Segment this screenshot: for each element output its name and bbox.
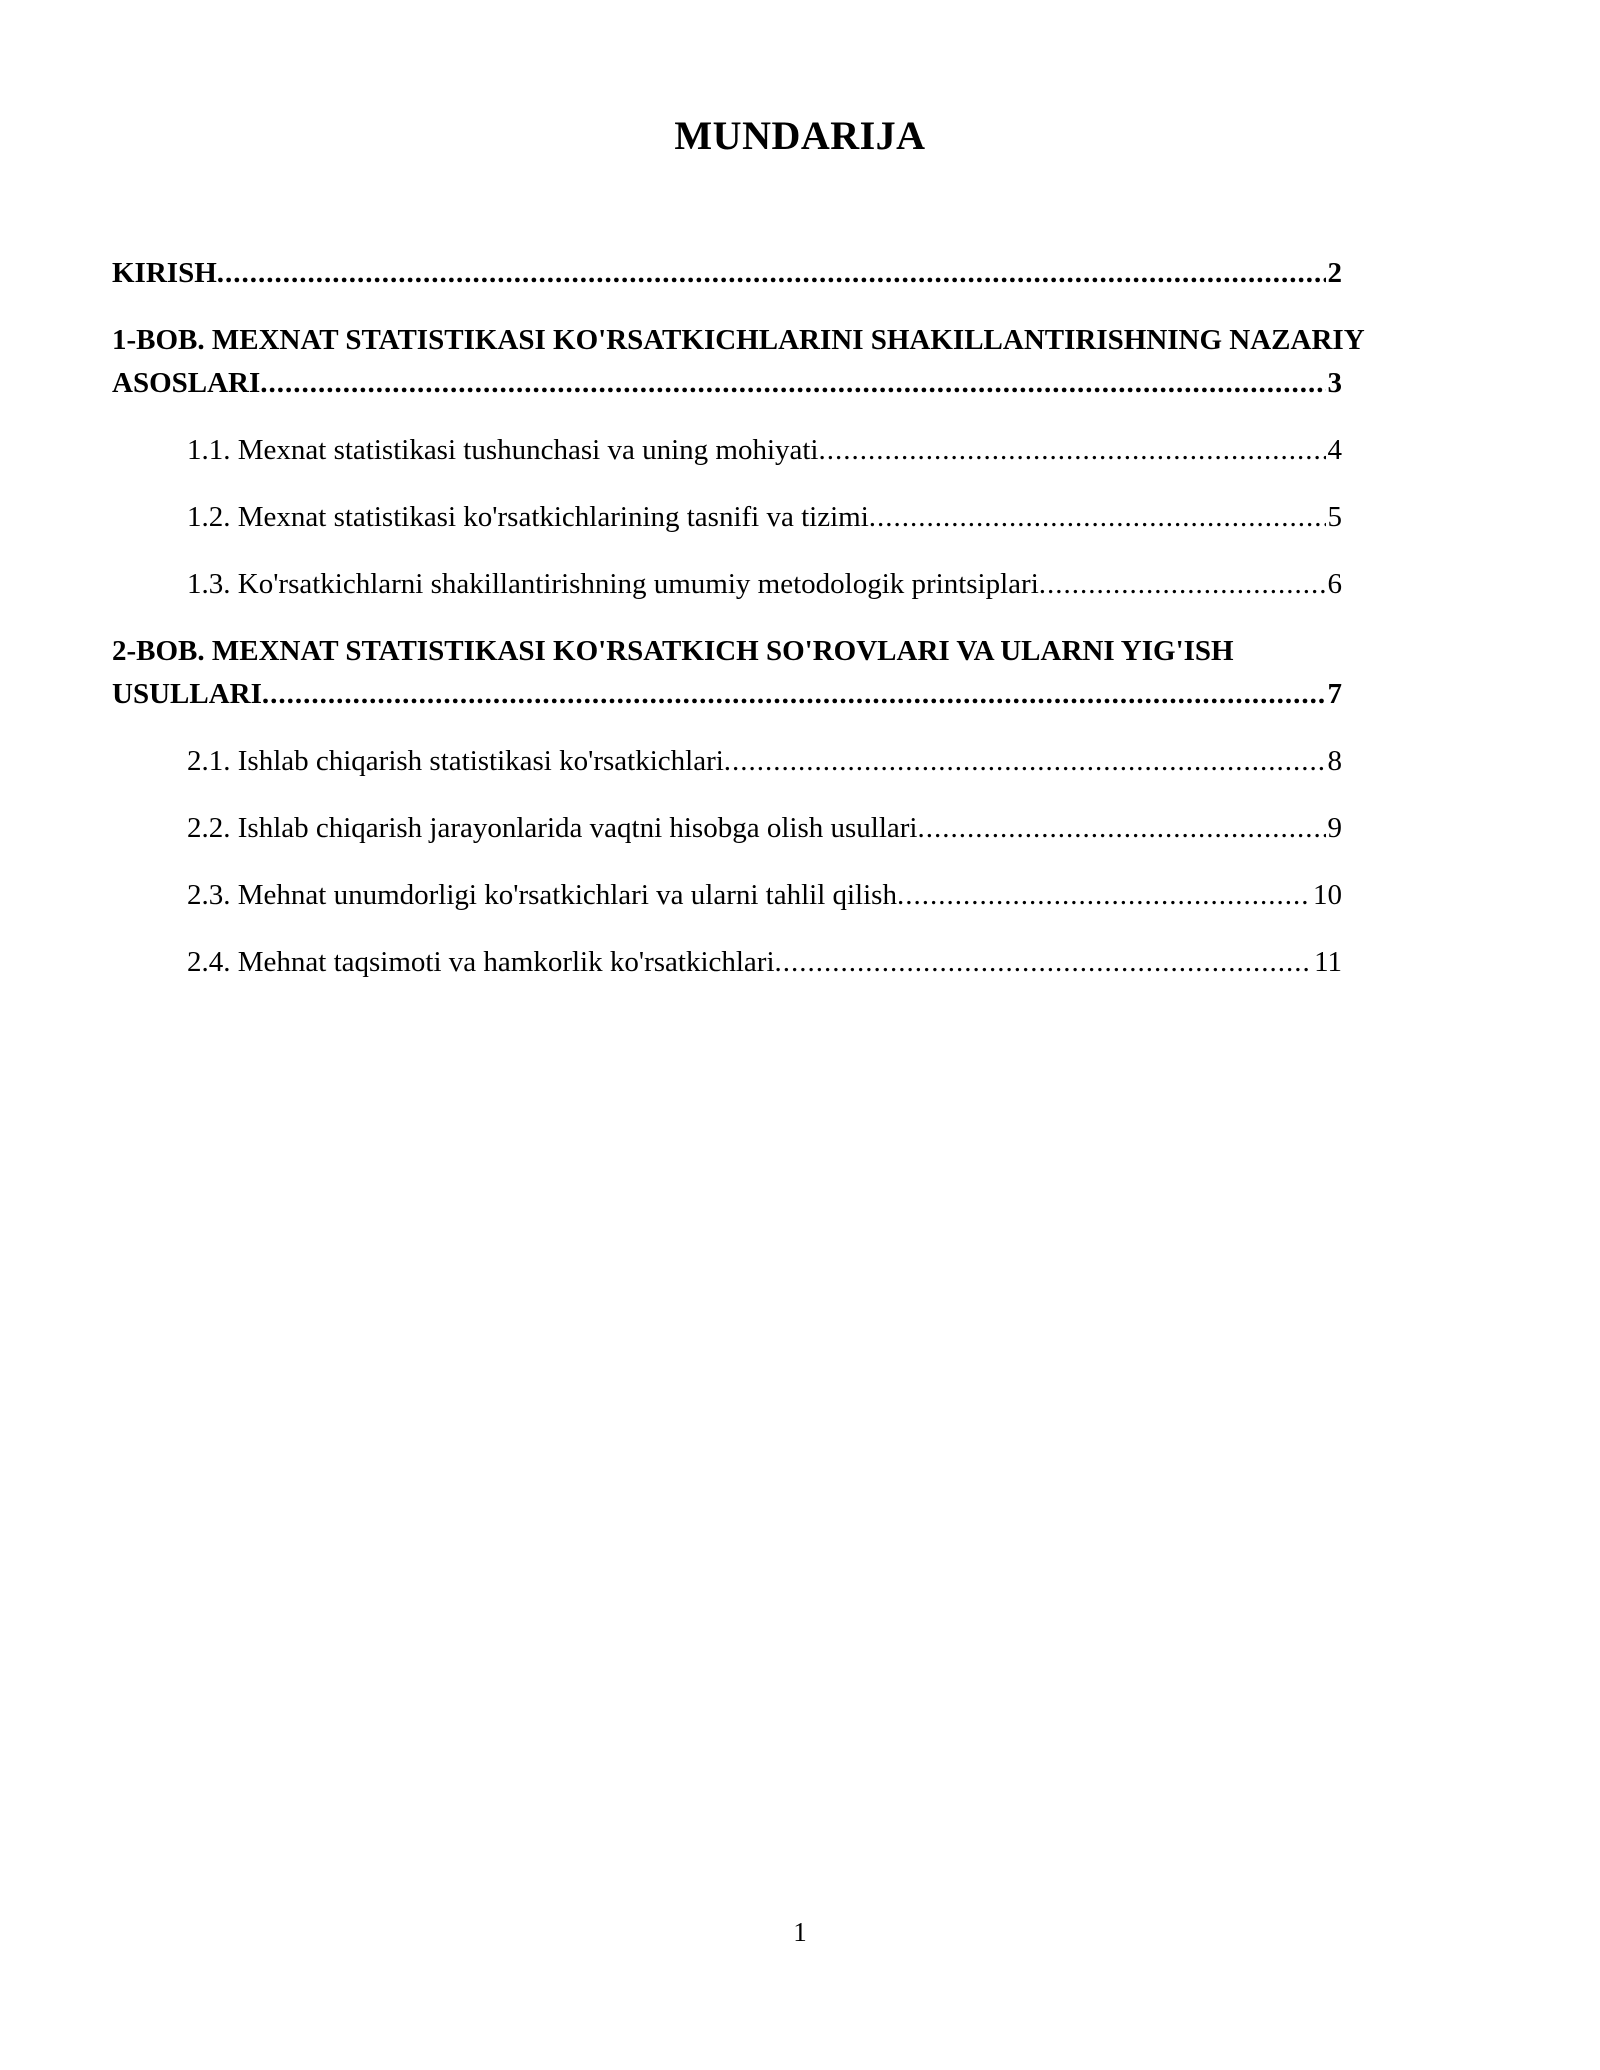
toc-row	[112, 362, 1342, 405]
toc-row	[187, 563, 1342, 606]
toc-entry-chapter-2[interactable]	[112, 630, 1342, 716]
toc-entry-section-2-3[interactable]	[112, 874, 1342, 917]
toc-page-number: 2	[1327, 257, 1342, 289]
toc-label-line1: 1-BOB. MEXNAT STATISTIKASI KO'RSATKICHLARINI SHAKILLANTIRISHNING NAZARIY	[112, 324, 1365, 356]
dot-leader	[897, 874, 1311, 917]
dot-leader	[1039, 563, 1326, 606]
toc-row	[112, 673, 1342, 716]
toc-entry-section-1-1[interactable]	[112, 429, 1342, 472]
toc-label: KIRISH	[112, 257, 217, 289]
toc-entry-section-2-4[interactable]	[112, 941, 1342, 984]
toc-page-number: 6	[1327, 568, 1342, 600]
toc-page-number: 8	[1327, 745, 1342, 777]
dot-leader	[917, 807, 1325, 850]
toc-label: 1.2. Mexnat statistikasi ko'rsatkichlarining tasnifi va tizimi	[187, 501, 869, 533]
toc-page-number: 4	[1327, 434, 1342, 466]
toc-label: 2.4. Mehnat taqsimoti va hamkorlik ko'rsatkichlari	[187, 946, 775, 978]
toc-row	[187, 429, 1342, 472]
toc-label: 2.1. Ishlab chiqarish statistikasi ko'rsatkichlari	[187, 745, 724, 777]
toc-row	[187, 807, 1342, 850]
toc-row	[112, 252, 1342, 295]
toc-label: 1.3. Ko'rsatkichlarni shakillantirishning umumiy metodologik printsiplari	[187, 568, 1039, 600]
toc-page-number: 11	[1314, 946, 1342, 978]
toc-row	[187, 496, 1342, 539]
toc-page-number: 5	[1327, 501, 1342, 533]
page-number: 1	[793, 1917, 807, 1947]
toc-entry-section-2-1[interactable]	[112, 740, 1342, 783]
toc-row	[187, 941, 1342, 984]
toc-page-number: 10	[1313, 879, 1342, 911]
toc-page-number: 9	[1327, 812, 1342, 844]
dot-leader	[869, 496, 1326, 539]
toc-entry-section-1-2[interactable]	[112, 496, 1342, 539]
dot-leader	[819, 429, 1326, 472]
toc-page-number: 7	[1327, 678, 1342, 710]
toc-entry-chapter-1[interactable]	[112, 319, 1365, 405]
dot-leader	[217, 252, 1326, 295]
toc-label: 2.3. Mehnat unumdorligi ko'rsatkichlari va ularni tahlil qilish	[187, 879, 897, 911]
toc-label: 1.1. Mexnat statistikasi tushunchasi va uning mohiyati	[187, 434, 819, 466]
page-title: MUNDARIJA	[674, 113, 926, 158]
dot-leader	[260, 362, 1325, 405]
toc-row	[187, 874, 1342, 917]
toc-entry-section-2-2[interactable]	[112, 807, 1342, 850]
toc-page-number: 3	[1327, 367, 1342, 399]
toc-label-line1: 2-BOB. MEXNAT STATISTIKASI KO'RSATKICH SO'ROVLARI VA ULARNI YIG'ISH	[112, 635, 1234, 667]
toc-label: 2.2. Ishlab chiqarish jarayonlarida vaqtni hisobga olish usullari	[187, 812, 918, 844]
toc-label-line2: USULLARI	[112, 678, 262, 710]
dot-leader	[262, 673, 1326, 716]
toc-label-line2: ASOSLARI	[112, 367, 261, 399]
table-of-contents	[112, 252, 1365, 984]
toc-entry-section-1-3[interactable]	[112, 563, 1342, 606]
dot-leader	[775, 941, 1313, 984]
toc-row	[187, 740, 1342, 783]
dot-leader	[724, 740, 1326, 783]
toc-entry-intro[interactable]	[112, 252, 1342, 295]
